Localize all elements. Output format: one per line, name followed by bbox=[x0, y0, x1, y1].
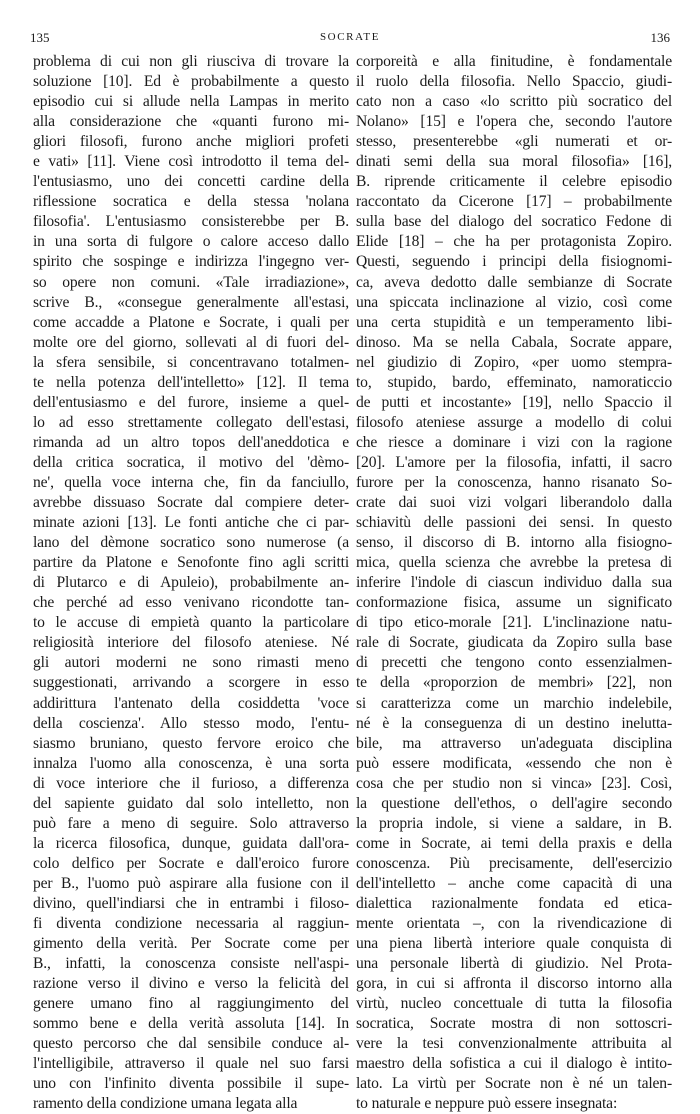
text-line: Nolano» [15] e l'opera che, secondo l'autore bbox=[356, 113, 672, 131]
text-line: razione verso il divino e verso la felicità del bbox=[33, 975, 349, 993]
text-line: B., infatti, la conoscenza consiste nell'aspi- bbox=[33, 955, 349, 973]
text-line: siasmo bruniano, questo fervore eroico che bbox=[33, 734, 349, 752]
text-line: la sfera sensibile, si concentravano totalmen- bbox=[33, 353, 349, 371]
text-line: ne', quella voce interna che, fin da fanciullo, bbox=[33, 473, 349, 491]
text-line: in una sorta di fulgore o calore acceso dallo bbox=[33, 233, 349, 251]
text-line: molte ore del giorno, sollevati al di fuori del- bbox=[33, 333, 349, 351]
text-line: scrive B., «consegue generalmente all'estasi, bbox=[33, 293, 349, 311]
text-line: divino, quell'indiarsi che in entrambi i filoso- bbox=[33, 894, 349, 912]
text-line: come in Socrate, ai temi della praxis e della bbox=[356, 834, 672, 852]
text-line: ramento della condizione umana legata alla bbox=[33, 1095, 298, 1113]
text-line: né è la conseguenza di un destino ineluttа- bbox=[356, 714, 672, 732]
text-line: una certa stupidità e un temperamento libi- bbox=[356, 313, 672, 331]
text-line: crate dai suoi vizi volgari liberandolo dalla bbox=[356, 494, 672, 512]
text-line: gliori filosofi, furono anche migliori profeti bbox=[33, 133, 349, 151]
running-head: SOCRATE bbox=[319, 31, 381, 43]
text-line: alla considerazione che «quanti furono mi- bbox=[33, 113, 349, 131]
text-line: dell'entusiasmo e del furore, insieme a quel- bbox=[33, 393, 349, 411]
text-line: che riesce a dominare i vizi con la ragione bbox=[356, 433, 672, 451]
text-line: uno con l'infinito diventa possibile il supe- bbox=[33, 1075, 349, 1093]
text-line: di precetti che tengono conto essenzialmen- bbox=[356, 654, 672, 672]
text-line: filosofo ateniese assurge a modello di colui bbox=[356, 413, 672, 431]
text-line: questo percorso che dal sensibile conduce al- bbox=[33, 1035, 349, 1053]
text-line: raccontato da Cicerone [17] – probabilmente bbox=[356, 193, 672, 211]
text-line: sommo bene e della verità assoluta [14]. In bbox=[33, 1015, 349, 1033]
text-line: religiosità interiore del filosofo ateniese. Né bbox=[33, 634, 349, 652]
text-line: vere la tesi convenzionalmente attribuita al bbox=[356, 1035, 672, 1053]
text-line: riflessione socratica e della stessa 'nolana bbox=[33, 193, 349, 211]
text-line: di Plutarco e di Apuleio), probabilmente an- bbox=[33, 574, 349, 592]
text-line: che perché ad esso venivano ricondotte tan- bbox=[33, 594, 349, 612]
text-line: rimanda ad un altro topos dell'aneddotica e bbox=[33, 433, 349, 451]
text-line: maestro della sofistica a cui il dialogo è intito- bbox=[356, 1055, 672, 1073]
text-line: schiavitù delle passioni dei sensi. In questo bbox=[356, 514, 672, 532]
text-line: di voce interiore che il furioso, a differenza bbox=[33, 774, 349, 792]
text-line: della coscienza'. Allo stesso modo, l'entu- bbox=[33, 714, 349, 732]
text-line: corporeità e alla finitudine, è fondamentale bbox=[356, 53, 672, 70]
text-line: Elide [18] – che ha per protagonista Zopiro. bbox=[356, 233, 672, 251]
text-line: dialettica razionalmente fondata ed etica- bbox=[356, 894, 672, 912]
text-line: to le accuse di empietà quanto la particolare bbox=[33, 614, 349, 632]
text-line: te nella potenza dell'intelletto» [12]. Il tema bbox=[33, 373, 349, 391]
text-line: innalza l'uomo alla conoscenza, è una sorta bbox=[33, 754, 349, 772]
text-line: del sapiente guidato dal solo intelletto, non bbox=[33, 794, 349, 812]
text-line: avrebbe dissuaso Socrate dal compiere deter- bbox=[33, 494, 349, 512]
text-line: dinati semi della sua moral filosofia» [16], bbox=[356, 153, 672, 171]
text-line: lo ad esso strettamente collegato dell'estasi, bbox=[33, 413, 349, 431]
text-line: lano del dèmone socratico sono numerose (a bbox=[33, 534, 349, 552]
text-line: Questi, seguendo i principi della fisiognomi- bbox=[356, 253, 672, 271]
text-line: lato. La virtù per Socrate non è né un talen- bbox=[356, 1075, 672, 1093]
text-line: per B., l'uomo può aspirare alla fusione con il bbox=[33, 874, 349, 892]
text-line: spirito che sospinge e indirizza l'ingegno ver- bbox=[33, 253, 349, 271]
text-line: bile, ma attraverso un'adeguata disciplina bbox=[356, 734, 672, 752]
text-line: conoscenza. Più precisamente, dell'esercizio bbox=[356, 854, 672, 872]
text-line: gli autori moderni ne sono rimasti meno bbox=[33, 654, 349, 672]
text-line: to naturale e neppure può essere insegnata: bbox=[356, 1095, 618, 1113]
text-line: l'entusiasmo, uno dei concetti cardine della bbox=[33, 173, 349, 191]
text-line: la questione dell'ethos, o dell'agire secondo bbox=[356, 794, 672, 812]
text-line: l'intelligibile, attraverso il quale nel suo farsi bbox=[33, 1055, 349, 1073]
text-line: virtù, nucleo concettuale di tutta la filosofia bbox=[356, 995, 672, 1013]
text-line: furore per la conoscenza, hanno risanato So- bbox=[356, 473, 672, 491]
text-line: partire da Platone e Senofonte fino agli scritti bbox=[33, 554, 349, 572]
text-line: nel giudizio di Zopiro, «per uomo stempra- bbox=[356, 353, 672, 371]
text-line: inferire l'indole di ciascun individuo dalla sua bbox=[356, 574, 672, 592]
text-line: una spiccata inclinazione al vizio, così come bbox=[356, 293, 672, 311]
right-text-column bbox=[356, 52, 672, 1114]
text-line: gora, in cui si affronta il discorso intorno alla bbox=[356, 975, 672, 993]
left-text-column bbox=[33, 52, 349, 1114]
text-line: sulla base del dialogo del socratico Fedone di bbox=[356, 213, 672, 231]
text-line: cosa che per studio non si vinca» [23]. Così, bbox=[356, 774, 672, 792]
text-line: e vati» [11]. Viene così introdotto il tema del- bbox=[33, 153, 349, 171]
text-line: suggestionati, arrivando a scorgere in esso bbox=[33, 674, 349, 692]
text-line: to, stupido, bardo, effeminato, namoraticcio bbox=[356, 373, 672, 391]
text-line: può essere modificata, «essendo che non è bbox=[356, 754, 672, 772]
text-line: può fare a meno di seguire. Solo attraverso bbox=[33, 814, 349, 832]
text-line: problema di cui non gli riusciva di trovare la bbox=[33, 53, 349, 70]
text-line: filosofia'. L'entusiasmo consisterebbe per B. bbox=[33, 213, 349, 231]
text-line: addirittura l'antenato della cosiddetta 'voce bbox=[33, 694, 349, 712]
page-number-right: 136 bbox=[650, 30, 670, 45]
text-line: [20]. L'amore per la filosofia, infatti, il sacro bbox=[356, 453, 672, 471]
text-line: dinoso. Ma se nella Cabala, Socrate appare, bbox=[356, 333, 672, 351]
text-line: B. riprende criticamente il celebre episodio bbox=[356, 173, 672, 191]
text-line: dell'intelletto – anche come capacità di una bbox=[356, 874, 672, 892]
text-line: de putti et incostante» [19], nello Spaccio il bbox=[356, 393, 672, 411]
page-number-left: 135 bbox=[30, 30, 50, 45]
text-line: so opere non comuni. «Tale irradiazione», bbox=[33, 273, 349, 291]
text-line: una piena libertà interiore quale conquista di bbox=[356, 935, 672, 953]
text-line: socratica, Socrate mostra di non sottoscri- bbox=[356, 1015, 672, 1033]
text-line: conformazione fisica, assume un significato bbox=[356, 594, 672, 612]
text-line: rale di Socrate, giudicata da Zopiro sulla base bbox=[356, 634, 672, 652]
text-line: senso, il discorso di B. intorno alla fisiogno- bbox=[356, 534, 672, 552]
text-line: si caratterizza come un marchio indelebile, bbox=[356, 694, 672, 712]
text-line: mente orientata –, con la rivendicazione di bbox=[356, 915, 672, 933]
text-line: genere umano fino al raggiungimento del bbox=[33, 995, 349, 1013]
text-line: episodio cui si allude nella Lampas in merito bbox=[33, 93, 349, 111]
text-line: minate azioni [13]. Le fonti antiche che ci par- bbox=[33, 514, 349, 532]
text-line: colo delfico per Socrate e dall'eroico furore bbox=[33, 854, 349, 872]
text-line: gimento della verità. Per Socrate come per bbox=[33, 935, 349, 953]
text-line: cato non a caso «lo scritto più socratico del bbox=[356, 93, 672, 111]
text-line: fi diventa condizione necessaria al raggiun- bbox=[33, 915, 349, 933]
text-line: te della «proporzion de membri» [22], non bbox=[356, 674, 672, 692]
text-line: come accadde a Platone e Socrate, i quali per bbox=[33, 313, 349, 331]
text-line: la propria indole, si viene a saldare, in B. bbox=[356, 814, 672, 832]
text-line: ca, aveva dedotto dalle sembianze di Socrate bbox=[356, 273, 672, 291]
text-line: di tipo etico-morale [21]. L'inclinazione natu- bbox=[356, 614, 672, 632]
text-line: mica, quella scienza che avrebbe la pretesa di bbox=[356, 554, 672, 572]
text-line: della critica socratica, il motivo del 'dèmo- bbox=[33, 453, 349, 471]
text-line: stesso, presenterebbe «gli numerati et or- bbox=[356, 133, 672, 151]
page-header bbox=[30, 30, 670, 50]
text-line: soluzione [10]. Ed è probabilmente a questo bbox=[33, 73, 349, 91]
text-line: la ricerca filosofica, dunque, guidata dall'ora- bbox=[33, 834, 349, 852]
text-line: il ruolo della filosofia. Nello Spaccio, giudi- bbox=[356, 73, 672, 91]
text-line: una personale libertà di giudizio. Nel Prota- bbox=[356, 955, 672, 973]
